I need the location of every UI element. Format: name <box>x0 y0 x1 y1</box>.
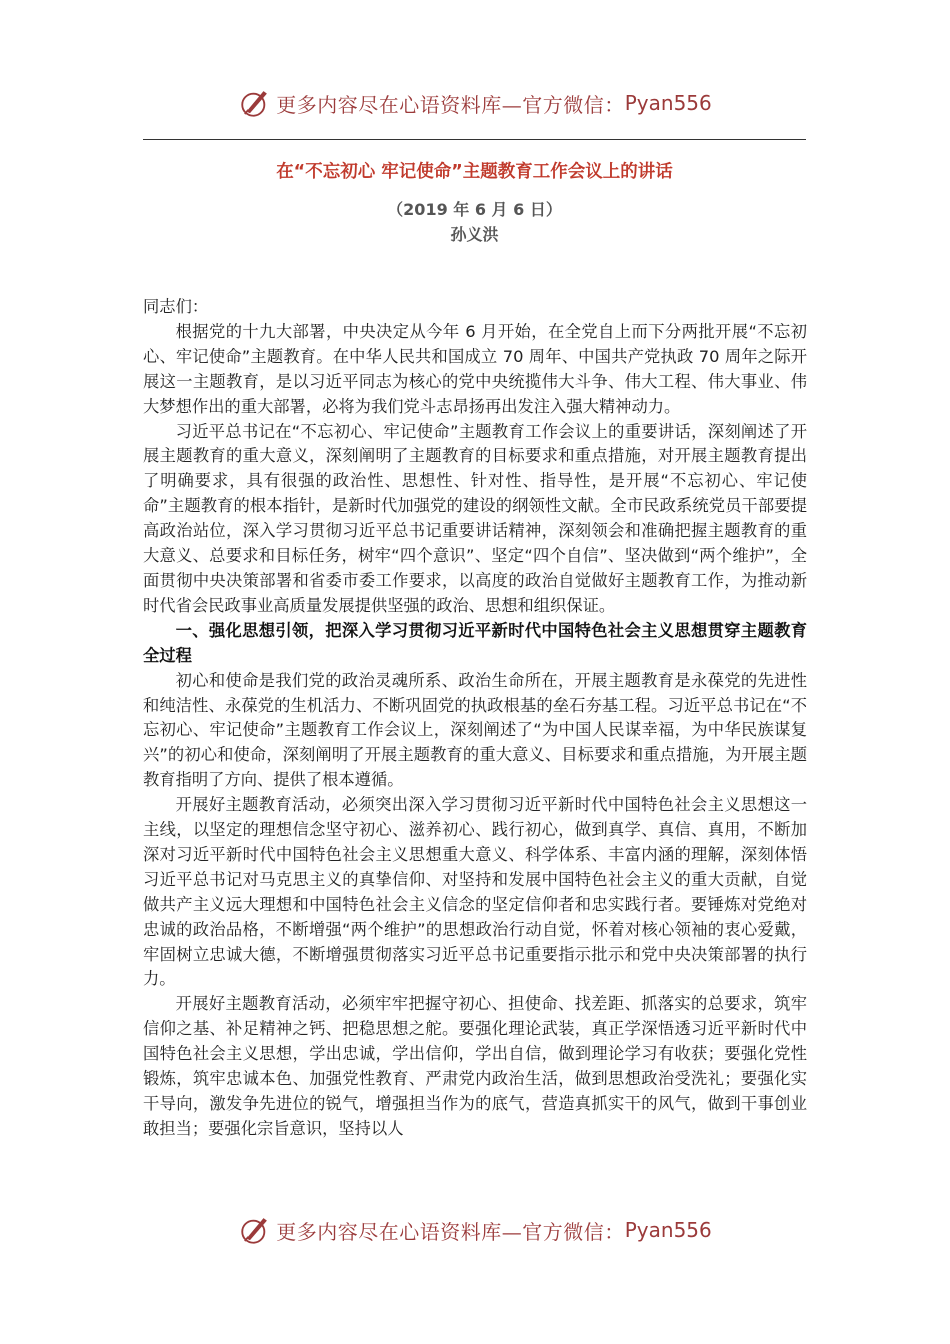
header-banner <box>0 83 950 123</box>
quill-pen-logo-icon <box>238 86 272 120</box>
body-paragraph: 开展好主题教育活动，必须牢牢把握守初心、担使命、找差距、抓落实的总要求，筑牢信仰之基、补足精神之钙、把稳思想之舵。要强化理论武装，真正学深悟透习近平新时代中国特色社会主义思想，学出忠诚，学出信仰，学出自信，做到理论学习有收获；要强化党性锻炼，筑牢忠诚本色、加强党性教育、严肃党内政治生活，做到思想政治受洗礼；要强化实干导向，激发争先进位的锐气，增强担当作为的底气，营造真抓实干的风气，做到干事创业敢担当；要强化宗旨意识，坚持以人 <box>143 994 807 1138</box>
banner-wechat-id: Pyan556 <box>624 91 712 115</box>
document-body <box>143 295 807 1142</box>
banner-text: 更多内容尽在心语资料库—官方微信： <box>276 1219 625 1244</box>
salutation: 同志们： <box>143 297 209 316</box>
body-paragraph: 习近平总书记在“不忘初心、牢记使命”主题教育工作会议上的重要讲话，深刻阐述了开展主题教育的重大意义，深刻阐明了主题教育的目标要求和重点措施，对开展主题教育提出了明确要求，具有很强的政治性、思想性、针对性、指导性，是开展“不忘初心、牢记使命”主题教育的根本指针，是新时代加强党的建设的纲领性文献。全市民政系统党员干部要提高政治站位，深入学习贯彻习近平总书记重要讲话精神，深刻领会和准确把握主题教育的重大意义、总要求和目标任务，树牢“四个意识”、坚定“四个自信”、坚决做到“两个维护”，全面贯彻中央决策部署和省委市委工作要求，以高度的政治自觉做好主题教育工作，为推动新时代省会民政事业高质量发展提供坚强的政治、思想和组织保证。 <box>143 421 807 615</box>
body-paragraph: 根据党的十九大部署，中央决定从今年 6 月开始，在全党自上而下分两批开展“不忘初心、牢记使命”主题教育。在中华人民共和国成立 70 周年、中国共产党执政 70 周年之际开展这一主题教育，是以习近平同志为核心的党中央统揽伟大斗争、伟大工程、伟大事业、伟大梦想作出的重大部署，必将为我们党斗志昂扬再出发注入强大精神动力。 <box>143 321 807 416</box>
document-date: （2019 年 6 月 6 日） <box>387 200 562 219</box>
section-heading: 一、强化思想引领，把深入学习贯彻习近平新时代中国特色社会主义思想贯穿主题教育全过程 <box>143 620 807 665</box>
banner-text: 更多内容尽在心语资料库—官方微信： <box>276 92 625 117</box>
document-title: 在“不忘初心 牢记使命”主题教育工作会议上的讲话 <box>276 162 673 182</box>
footer-banner <box>0 1210 950 1250</box>
body-paragraph: 开展好主题教育活动，必须突出深入学习贯彻习近平新时代中国特色社会主义思想这一主线，以坚定的理想信念坚守初心、滋养初心、践行初心，做到真学、真信、真用，不断加深对习近平新时代中国特色社会主义思想重大意义、科学体系、丰富内涵的理解，深刻体悟习近平总书记对马克思主义的真挚信仰、对坚持和发展中国特色社会主义的重大贡献，自觉做共产主义远大理想和中国特色社会主义信念的坚定信仰者和忠实践行者。要锤炼对党绝对忠诚的政治品格，不断增强“两个维护”的思想政治行动自觉，怀着对核心领袖的衷心爱戴，牢固树立忠诚大德，不断增强贯彻落实习近平总书记重要指示批示和党中央决策部署的执行力。 <box>143 795 807 989</box>
quill-pen-logo-icon <box>238 1213 272 1247</box>
banner-wechat-id: Pyan556 <box>624 1218 712 1242</box>
body-paragraph: 初心和使命是我们党的政治灵魂所系、政治生命所在，开展主题教育是永葆党的先进性和纯洁性、永葆党的生机活力、不断巩固党的执政根基的垒石夯基工程。习近平总书记在“不忘初心、牢记使命”主题教育工作会议上，深刻阐述了“为中国人民谋幸福，为中华民族谋复兴”的初心和使命，深刻阐明了开展主题教育的重大意义、目标要求和重点措施，为开展主题教育指明了方向、提供了根本遵循。 <box>143 670 807 790</box>
header-divider <box>143 139 806 140</box>
document-author: 孙义洪 <box>450 225 499 244</box>
